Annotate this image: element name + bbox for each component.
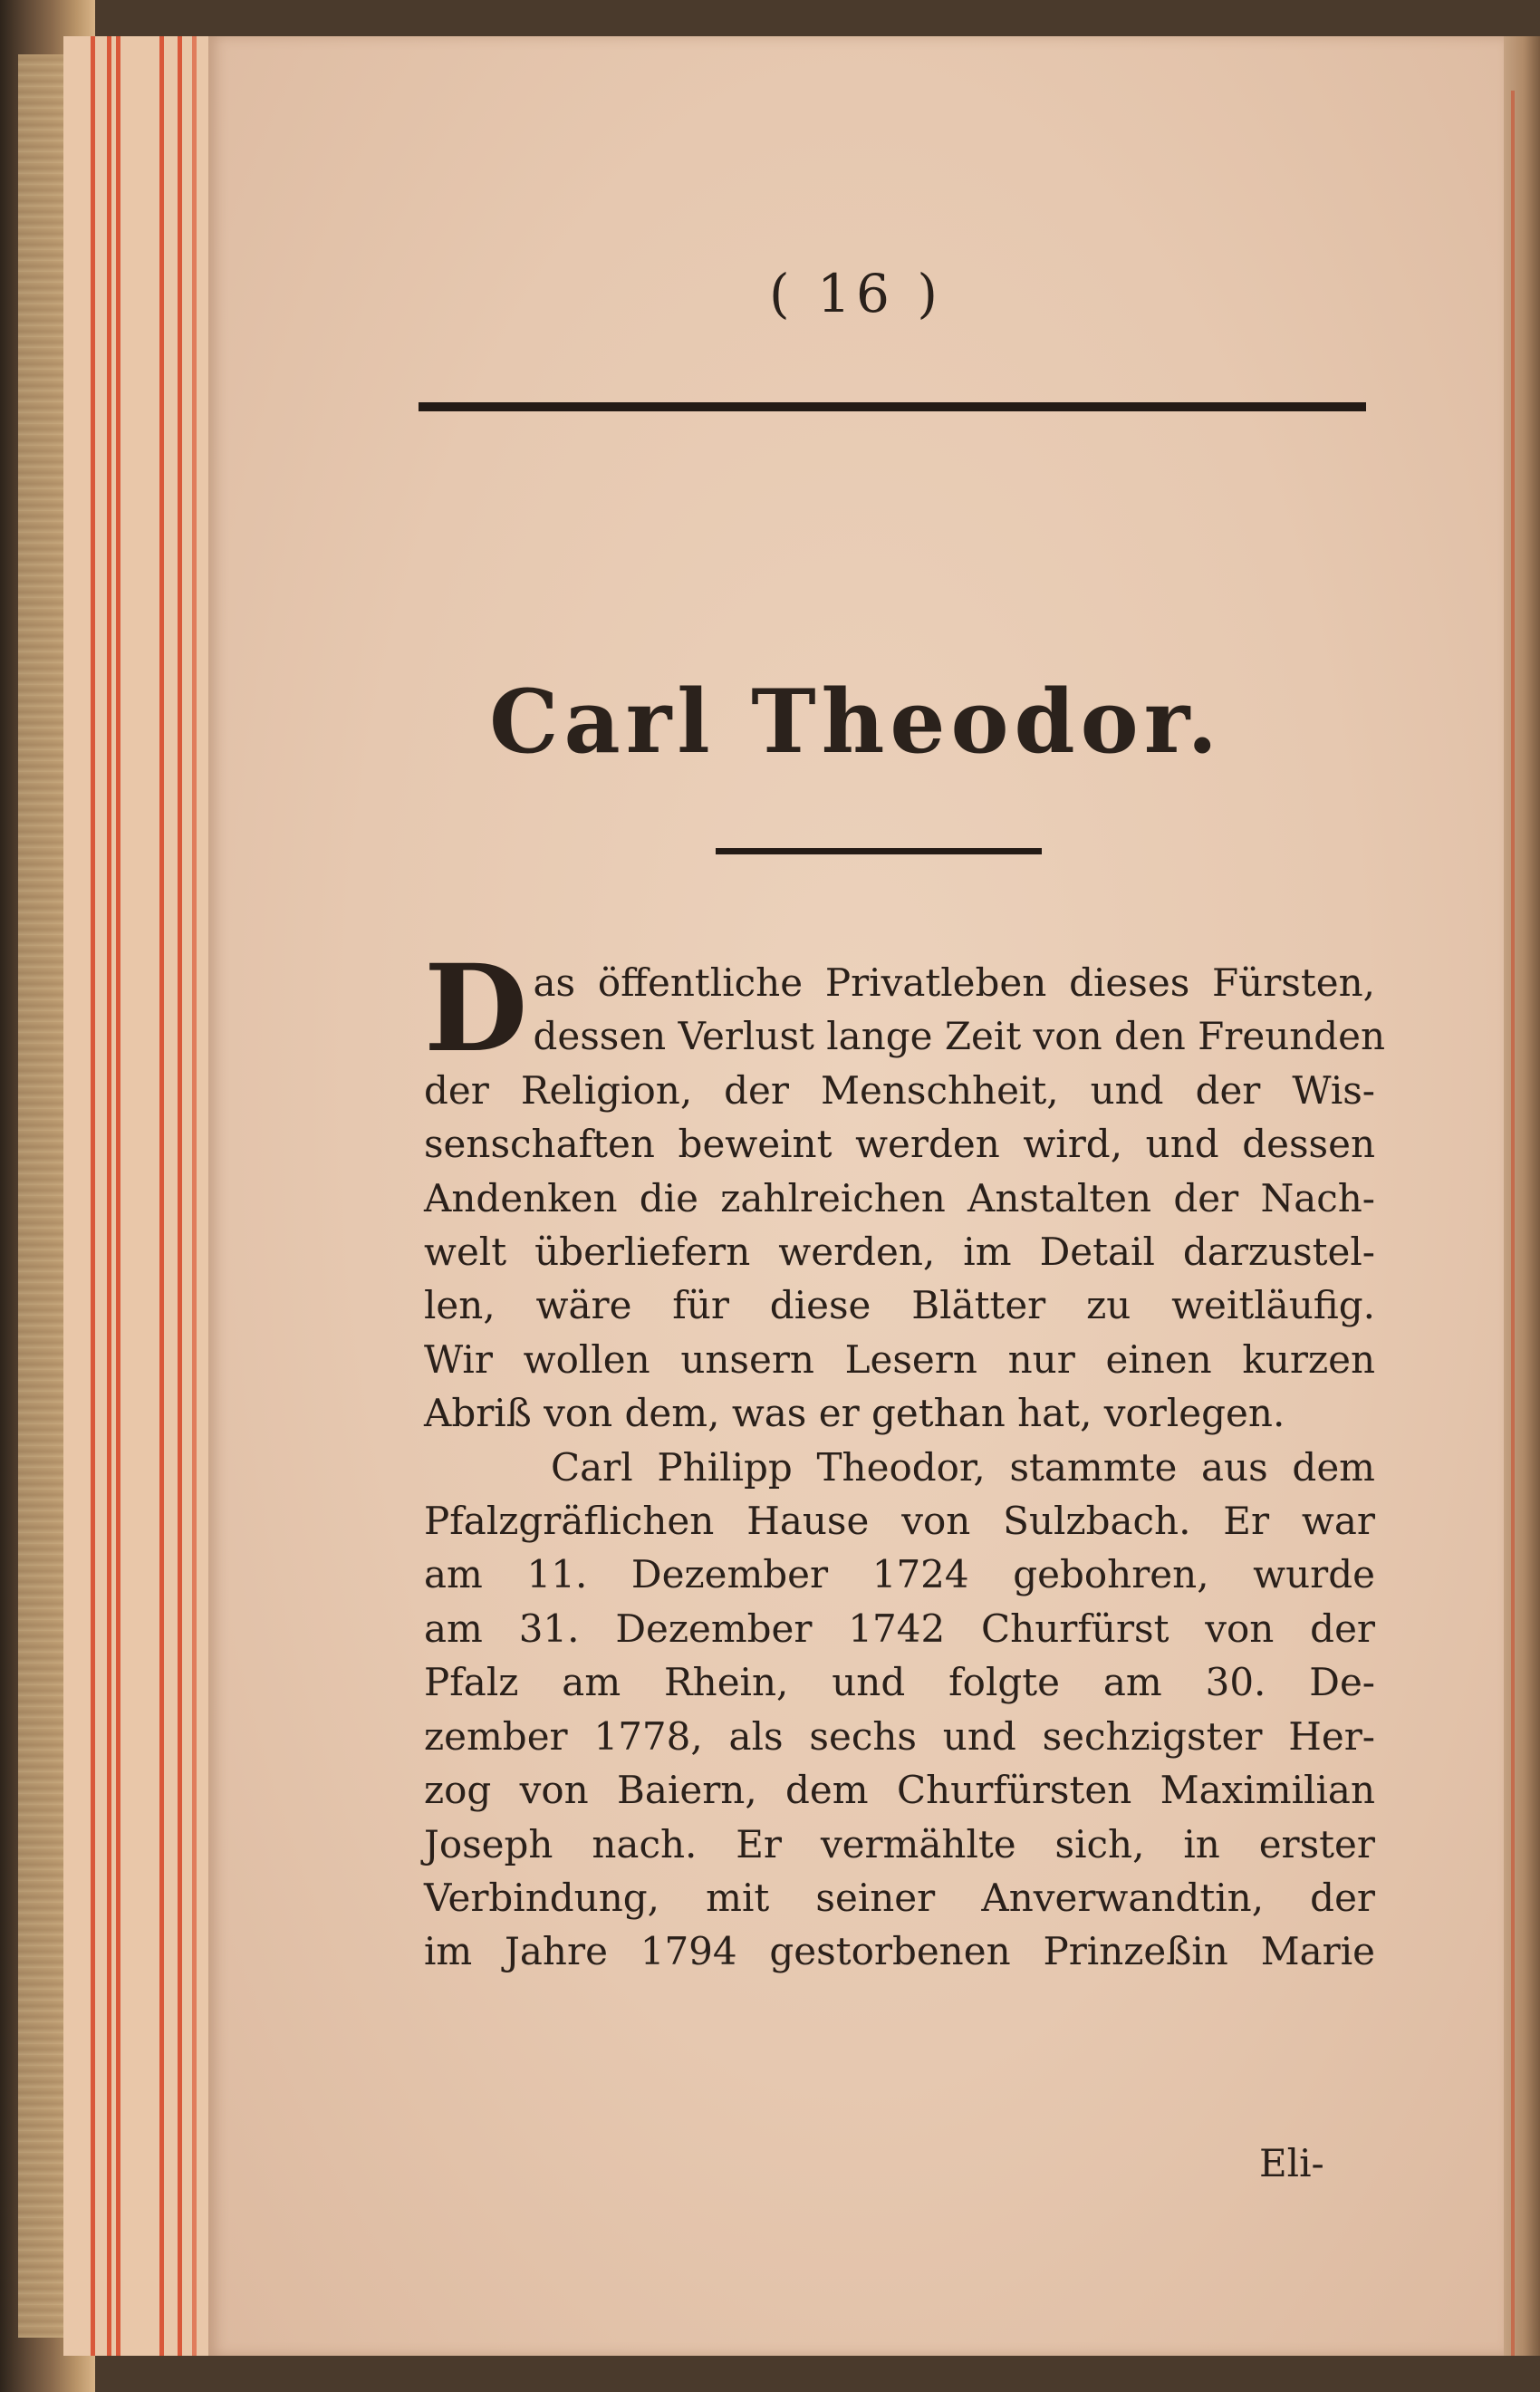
text-line: zember 1778, als sechs und sechzigster Her- [424, 1713, 1375, 1759]
text-line: Joseph nach. Er vermählte sich, in erster [424, 1821, 1375, 1866]
text-line: am 31. Dezember 1742 Churfürst von der [424, 1606, 1375, 1651]
red-page-edge [107, 36, 111, 2356]
text-line: Pfalz am Rhein, und folgte am 30. De- [424, 1660, 1375, 1705]
header-rule [419, 402, 1366, 411]
text-line: dessen Verlust lange Zeit von den Freunden [533, 1014, 1386, 1059]
text-line: senschaften beweint werden wird, und dessen [424, 1122, 1375, 1167]
page-number: ( 16 ) [769, 263, 943, 324]
text-line: im Jahre 1794 gestorbenen Prinzeßin Marie [424, 1929, 1375, 1974]
text-line: Verbindung, mit seiner Anverwandtin, der [424, 1875, 1375, 1920]
title-rule [716, 848, 1042, 854]
drop-cap: D [424, 939, 528, 1079]
text-line: Carl Philipp Theodor, stammte aus dem [551, 1444, 1375, 1490]
book-page [208, 36, 1504, 2356]
text-line: zog von Baiern, dem Churfürsten Maximilian [424, 1768, 1375, 1813]
text-line: der Religion, der Menschheit, und der Wis- [424, 1067, 1375, 1113]
red-page-edge [192, 36, 197, 2356]
red-page-edge [159, 36, 164, 2356]
text-line: Andenken die zahlreichen Anstalten der Nach- [424, 1175, 1375, 1220]
text-line: am 11. Dezember 1724 gebohren, wurde [424, 1552, 1375, 1597]
red-page-edge [91, 36, 95, 2356]
text-line: as öffentliche Privatleben dieses Fürsten, [533, 960, 1375, 1005]
text-line: Wir wollen unsern Lesern nur einen kurzen [424, 1336, 1375, 1382]
text-line: len, wäre für diese Blätter zu weitläufig. [424, 1283, 1375, 1328]
next-page-edge [1499, 36, 1540, 2356]
chapter-title: Carl Theodor. [489, 670, 1223, 773]
text-line: welt überliefern werden, im Detail darzustel- [424, 1230, 1375, 1275]
text-line: Pfalzgräflichen Hause von Sulzbach. Er war [424, 1499, 1375, 1544]
catchword: Eli- [1259, 2141, 1324, 2185]
binding-spine-strip [18, 54, 68, 2338]
body-text [424, 939, 1386, 1979]
text-line: Abriß von dem, was er gethan hat, vorlegen. [424, 1391, 1285, 1436]
red-page-edge [1511, 91, 1515, 2356]
red-page-edge [178, 36, 182, 2356]
red-page-edge [116, 36, 120, 2356]
